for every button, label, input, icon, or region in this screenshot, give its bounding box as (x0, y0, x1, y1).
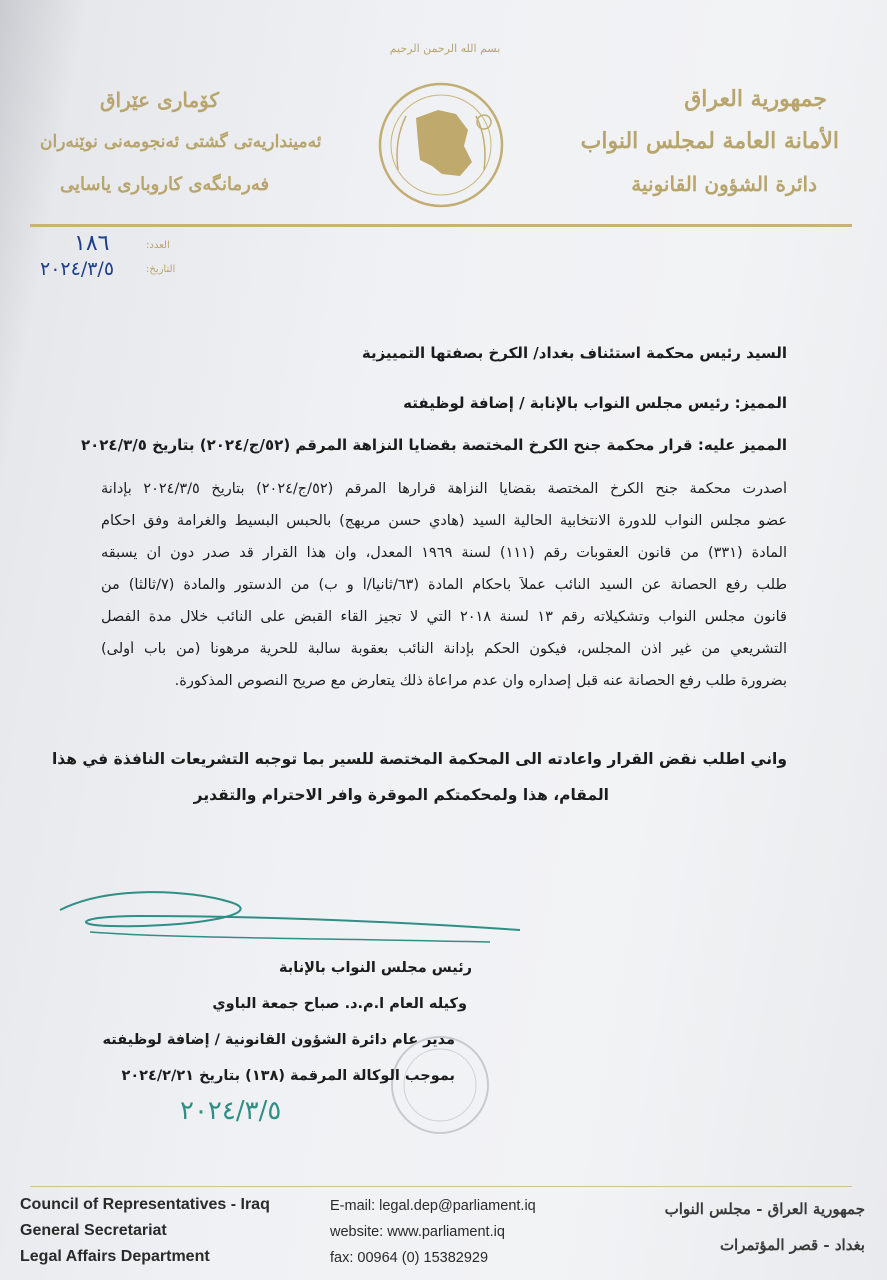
footer-department: Legal Affairs Department (20, 1248, 210, 1265)
footer-rule (30, 1186, 852, 1187)
arabic-header-line-3: دائرة الشؤون القانونية (631, 172, 817, 196)
paragraph-line: قانون مجلس النواب وتشكيلاته رقم ١٣ لسنة ٢٠١٨ التي لا تجيز القاء القبض على النائب خلال مدة الفصل (101, 609, 787, 625)
addressee: السيد رئيس محكمة استئناف بغداد/ الكرخ بصفتها التمييزية (361, 344, 787, 362)
kurdish-header-line-3: فەرمانگەی کاروباری یاسایی (60, 174, 270, 195)
respondent: المميز عليه: قرار محكمة جنح الكرخ المختصة بقضايا النزاهة المرقم (٥٢/ج/٢٠٢٤) بتاريخ ٢٠٢٤/٣/٥ (80, 436, 787, 454)
paragraph-line: بضرورة طلب رفع الحصانة عنه قبل إصداره وان عدم مراعاة ذلك يتعارض مع صريح النصوص المذكورة. (174, 673, 787, 689)
header-rule (30, 224, 852, 227)
basmala: بسم الله الرحمن الرحيم (389, 42, 501, 55)
footer-arabic-line-2: بغداد - قصر المؤتمرات (719, 1236, 865, 1254)
handwritten-date: ٢٠٢٤/٣/٥ (180, 1096, 282, 1126)
handwritten-signature (50, 880, 530, 960)
ref-number-label: العدد: (146, 240, 170, 251)
signature-line-2: وكيله العام ا.م.د. صباح جمعة الباوي (212, 996, 467, 1012)
ref-date-value: ٢٠٢٤/٣/٥ (40, 258, 115, 280)
arabic-header-line-1: جمهورية العراق (684, 86, 827, 112)
footer-fax: fax: 00964 (0) 15382929 (330, 1250, 489, 1266)
kurdish-header-line-1: کۆماری عێراق (100, 88, 220, 112)
appellant: المميز: رئيس مجلس النواب بالإنابة / إضافة لوظيفته (403, 394, 787, 412)
ref-number-value: ١٨٦ (74, 231, 110, 256)
request-line-1: واني اطلب نقض القرار واعادته الى المحكمة المختصة للسير بما توجبه التشريعات النافذة في هذا (51, 750, 787, 768)
parliament-emblem (376, 80, 506, 210)
ref-date-label: التاريخ: (146, 264, 176, 275)
footer-secretariat: General Secretariat (20, 1222, 167, 1239)
footer-council: Council of Representatives - Iraq (20, 1196, 270, 1213)
kurdish-header-line-2: ئەمینداریەتی گشتی ئەنجومەنی نوێنەران (40, 132, 322, 152)
paragraph-line: أصدرت محكمة جنح الكرخ المختصة بقضايا النزاهة قرارها المرقم (٥٢/ج/٢٠٢٤) بتاريخ ٢٠٢٤/٣/٥ بإدانة (101, 481, 787, 497)
footer-arabic-line-1: جمهورية العراق - مجلس النواب (664, 1200, 865, 1218)
arabic-header-line-2: الأمانة العامة لمجلس النواب (580, 128, 839, 154)
paragraph-line: عضو مجلس النواب للدورة الانتخابية الحالية السيد (هادي حسن مريهج) بالحبس البسيط والغرامة وفق احكام (101, 513, 787, 529)
signature-line-1: رئيس مجلس النواب بالإنابة (279, 960, 472, 976)
request-line-2: المقام، هذا ولمحكمتكم الموقرة وافر الاحترام والتقدير (193, 786, 609, 804)
footer-website: website: www.parliament.iq (330, 1224, 505, 1240)
paragraph-line: طلب رفع الحصانة عن السيد النائب عملاً بأحكام المادة (٦٣/ثانياً/أ و ب) من الدستور والمادة (٧/ثالثاً) من (101, 577, 787, 593)
footer-email: E-mail: legal.dep@parliament.iq (330, 1198, 536, 1214)
signature-line-3: مدير عام دائرة الشؤون القانونية / إضافة لوظيفته (102, 1032, 455, 1048)
paragraph-line: التشريعي من غير اذن المجلس، فيكون الحكم بإدانة النائب بعقوبة سالبة للحرية مرهوناً (من باب أولى) (101, 641, 787, 657)
paragraph-line: المادة (٣٣١) من قانون العقوبات رقم (١١١) لسنة ١٩٦٩ المعدل، وان هذا القرار قد صدر دون ان يسبقه (101, 545, 787, 561)
signature-line-4: بموجب الوكالة المرقمة (١٣٨) بتاريخ ٢٠٢٤/٢/٢١ (121, 1068, 455, 1084)
